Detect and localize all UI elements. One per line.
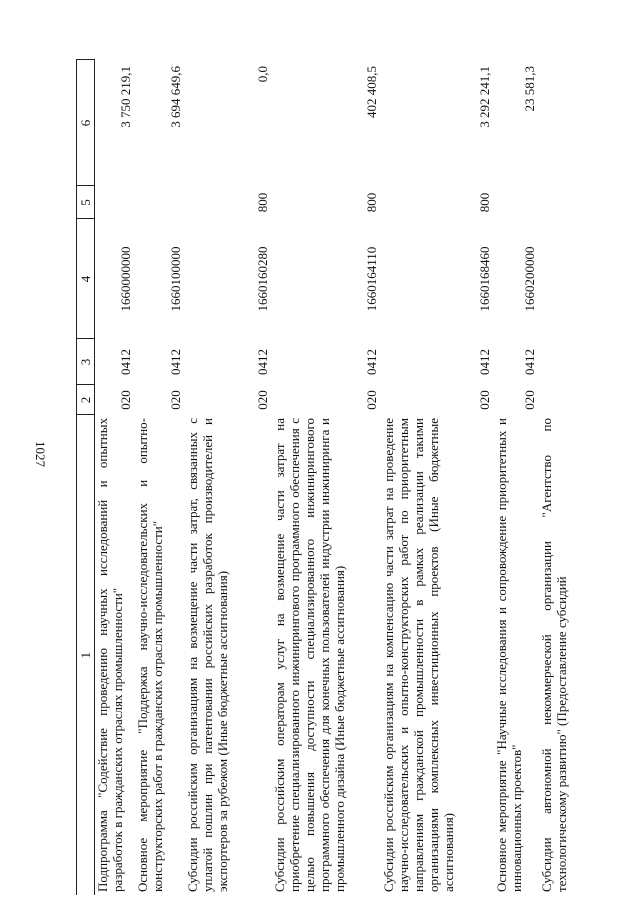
row-section-code: 0412 — [255, 349, 270, 375]
header-col-2: 2 — [77, 385, 95, 415]
row-section-code — [539, 339, 581, 385]
rotated-table-wrapper — [76, 60, 569, 895]
row-target-article: 1660000000 — [118, 246, 133, 312]
table-row — [185, 60, 272, 895]
row-amount: 402 408,5 — [364, 66, 379, 118]
row-target-article — [539, 219, 581, 339]
header-col-6: 6 — [77, 60, 95, 186]
row-name: Субсидии российским организациям на компенсацию части затрат на проведение научно-исследовательских и опытно-конструкторских работ по приоритетным направлениям гражданской промышленности в рамках реализации такими организациями комплексных инвестиционных проектов (Иные бюджетные ассигнования) — [381, 418, 456, 892]
row-section-code: 0412 — [364, 349, 379, 375]
row-amount — [539, 60, 581, 186]
row-name: Подпрограмма "Содействие проведению научных исследований и опытных разработок в гражданских отраслях промышленности" — [95, 418, 125, 892]
table-header-row — [77, 60, 95, 895]
row-ministry-code: 020 — [364, 390, 379, 410]
row-amount: 0,0 — [255, 66, 270, 83]
row-amount: 23 581,3 — [522, 66, 537, 112]
header-col-1: 1 — [77, 415, 95, 895]
table-row — [539, 60, 581, 895]
row-name: Основное мероприятие "Поддержка научно-исследовательских и опытно-конструкторских работ в гражданских отраслях промышленности" — [135, 418, 165, 892]
row-target-article: 1660160280 — [255, 246, 270, 312]
row-amount: 3 292 241,1 — [477, 66, 492, 128]
row-target-article: 1660168460 — [477, 246, 492, 312]
header-col-5: 5 — [77, 186, 95, 219]
row-target-article: 1660100000 — [168, 246, 183, 312]
row-expense-type: 800 — [255, 192, 270, 213]
row-section-code: 0412 — [168, 349, 183, 375]
table-row — [272, 60, 381, 895]
row-target-article: 1660164110 — [364, 246, 379, 312]
table-row — [381, 60, 494, 895]
row-ministry-code: 020 — [118, 390, 133, 410]
row-ministry-code: 020 — [168, 390, 183, 410]
table-row — [494, 60, 539, 895]
header-col-3: 3 — [77, 339, 95, 385]
row-expense-type — [494, 186, 539, 219]
row-expense-type — [539, 186, 581, 219]
row-ministry-code: 020 — [522, 390, 537, 410]
row-expense-type — [135, 186, 185, 219]
row-expense-type: 800 — [364, 192, 379, 213]
page-number: 1027 — [33, 441, 48, 467]
row-name: Субсидии российским организациям на возмещение части затрат, связанных с уплатой пошлин при патентовании российских разработок производителей и экспортеров за рубежом (Иные бюджетные ассигнования) — [185, 418, 230, 892]
budget-table — [76, 60, 581, 896]
row-name: Основное мероприятие "Научные исследования и сопровождение приоритетных и инновационных проектов" — [494, 418, 524, 892]
row-name: Субсидии автономной некоммерческой организации "Агентство по технологическому развитию" (Предоставление субсидий — [539, 418, 569, 892]
row-target-article: 1660200000 — [522, 246, 537, 312]
row-ministry-code — [539, 385, 581, 415]
row-expense-type — [95, 186, 136, 219]
header-col-4: 4 — [77, 219, 95, 339]
row-ministry-code: 020 — [255, 390, 270, 410]
row-section-code: 0412 — [522, 349, 537, 375]
row-ministry-code: 020 — [477, 390, 492, 410]
row-name: Субсидии российским операторам услуг на возмещение части затрат на приобретение специализированного инжинирингового программного обеспечения с целью повышения доступности специализированного инжинирингового программного обеспечения для конечных пользователей индустрии инжиниринга и промышленного дизайна (Иные бюджетные ассигнования) — [272, 418, 347, 892]
row-amount: 3 750 219,1 — [118, 66, 133, 128]
row-amount: 3 694 649,6 — [168, 66, 183, 128]
row-section-code: 0412 — [477, 349, 492, 375]
row-expense-type: 800 — [477, 192, 492, 213]
table-row — [95, 60, 136, 895]
table-row — [135, 60, 185, 895]
row-section-code: 0412 — [118, 349, 133, 375]
